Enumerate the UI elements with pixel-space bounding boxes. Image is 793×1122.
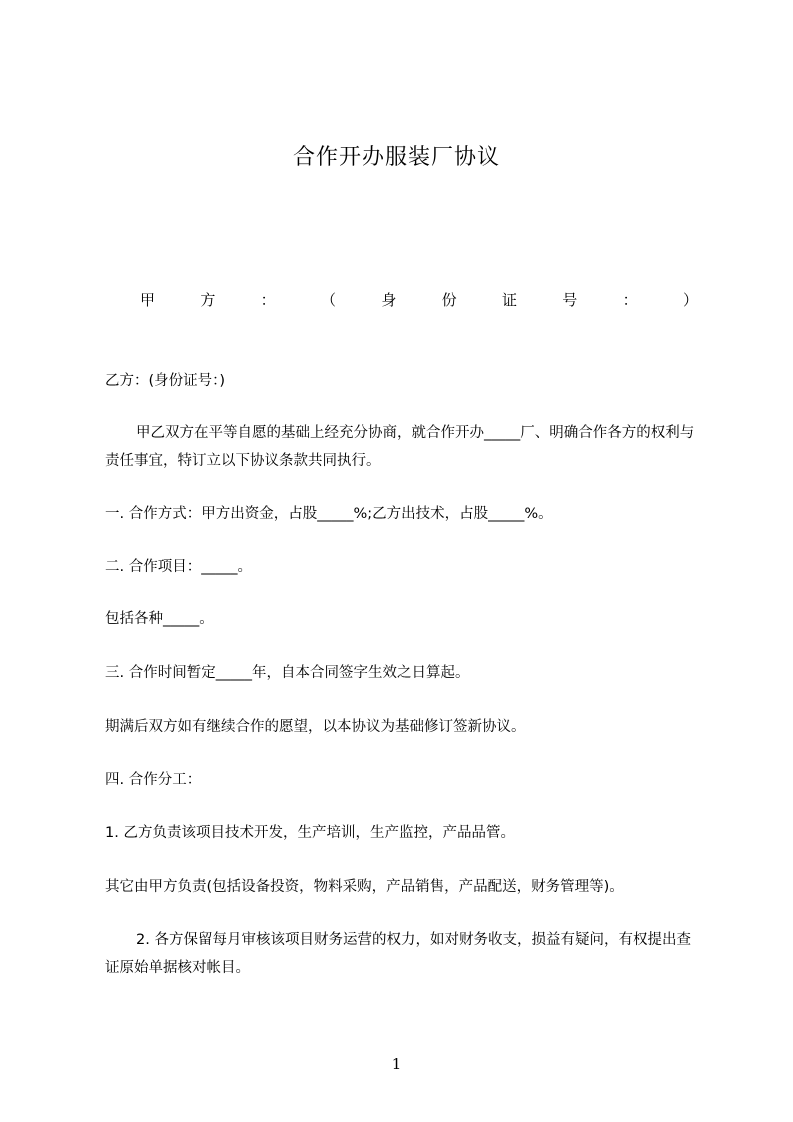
party-a-char: 份 bbox=[441, 291, 457, 309]
clause-4-item-1: 1. 乙方负责该项目技术开发，生产培训，生产监控，产品品管。 bbox=[105, 825, 515, 841]
party-a-char: （ bbox=[320, 291, 336, 309]
party-a-char: 甲 bbox=[140, 291, 156, 309]
party-a-line bbox=[140, 289, 698, 310]
clause-4: 四. 合作分工： bbox=[105, 772, 202, 788]
party-a-char: ： bbox=[622, 291, 638, 309]
intro-paragraph: 甲乙双方在平等自愿的基础上经充分协商，就合作开办_____厂、明确合作各方的权利与责任事宜，特订立以下协议条款共同执行。 bbox=[105, 425, 695, 469]
clause-4-item-1-detail: 其它由甲方负责(包括设备投资，物料采购，产品销售，产品配送，财务管理等)。 bbox=[105, 879, 624, 895]
party-a-char: ： bbox=[260, 291, 276, 309]
party-a-char: ） bbox=[682, 291, 698, 309]
clause-4-item-2: 2. 各方保留每月审核该项目财务运营的权力，如对财务收支，损益有疑问，有权提出查证原始单据核对帐目。 bbox=[105, 932, 691, 976]
clause-2: 二. 合作项目：_____。 bbox=[105, 559, 252, 575]
agreement-title: 合作开办服装厂协议 bbox=[292, 145, 500, 170]
clause-2-detail: 包括各种_____。 bbox=[105, 611, 214, 627]
party-a-char: 方 bbox=[200, 291, 216, 309]
party-a-char: 身 bbox=[381, 291, 397, 309]
page-number: 1 bbox=[391, 1055, 402, 1073]
party-a-char: 证 bbox=[501, 291, 517, 309]
clause-3-detail: 期满后双方如有继续合作的愿望，以本协议为基础修订签新协议。 bbox=[105, 719, 526, 735]
clause-1: 一. 合作方式：甲方出资金，占股_____%;乙方出技术，占股_____%。 bbox=[105, 506, 553, 522]
clause-3: 三. 合作时间暂定_____年，自本合同签字生效之日算起。 bbox=[105, 665, 470, 681]
party-a-char: 号 bbox=[562, 291, 578, 309]
party-b-line: 乙方：(身份证号：) bbox=[105, 373, 226, 389]
